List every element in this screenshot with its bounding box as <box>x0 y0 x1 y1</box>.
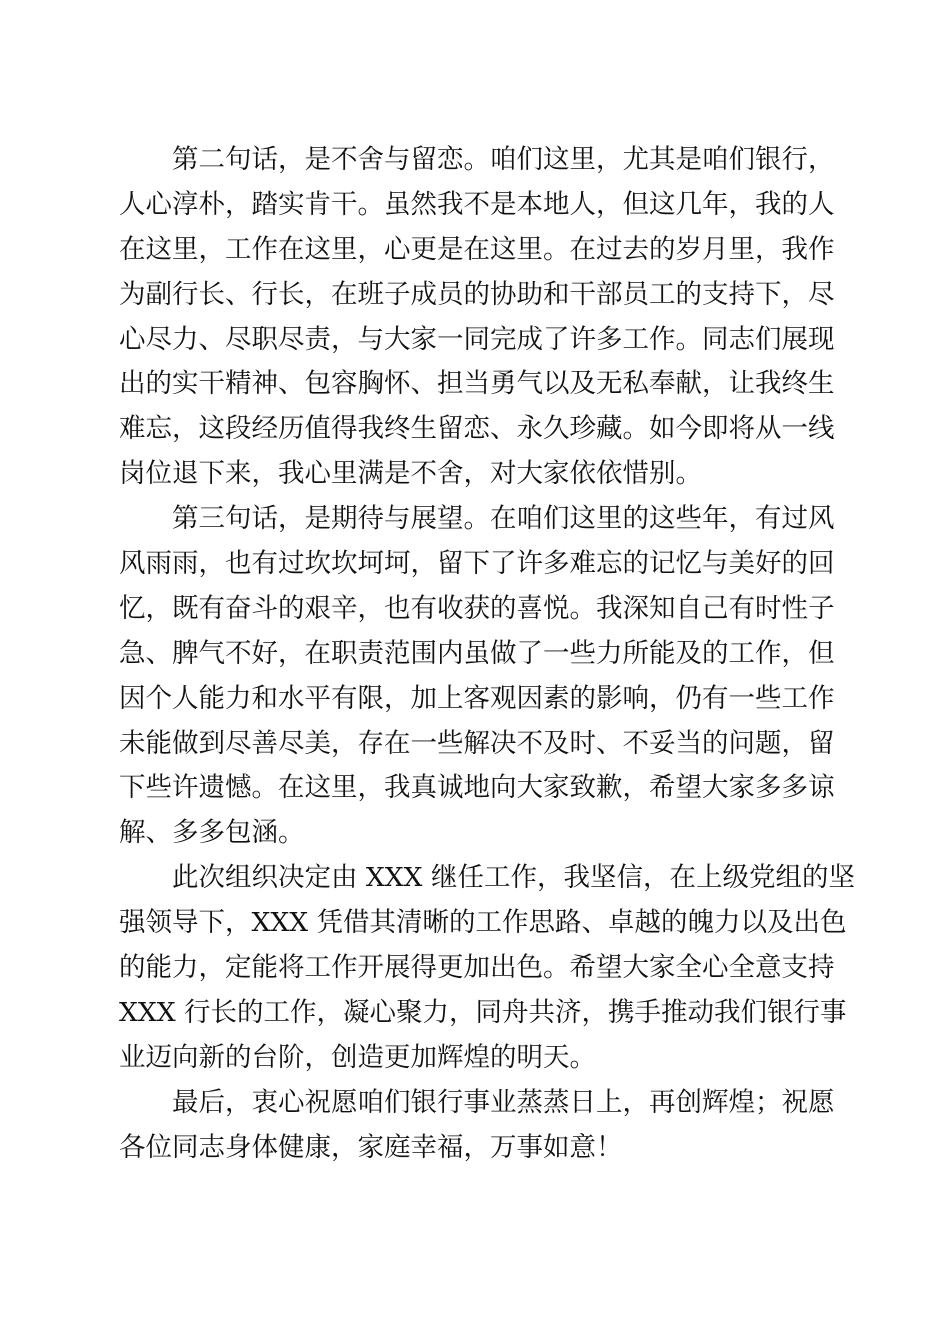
text-line: 忆，既有奋斗的艰辛，也有收获的喜悦。我深知自己有时性子 <box>119 592 835 624</box>
text-line: XXX 行长的工作，凝心聚力，同舟共济，携手推动我们银行事 <box>119 996 847 1028</box>
text-line: 下些许遗憾。在这里，我真诚地向大家致歉，希望大家多多谅 <box>119 772 835 804</box>
document-body <box>119 138 855 1170</box>
paragraph-successor <box>119 856 855 1080</box>
text-line: 解、多多包涵。 <box>119 817 305 849</box>
text-line: 未能做到尽善尽美，存在一些解决不及时、不妥当的问题，留 <box>119 727 835 759</box>
text-line: 因个人能力和水平有限，加上客观因素的影响，仍有一些工作 <box>119 682 835 714</box>
text-line: 最后，衷心祝愿咱们银行事业蒸蒸日上，再创辉煌；祝愿 <box>119 1086 835 1118</box>
text-line: 出的实干精神、包容胸怀、担当勇气以及无私奉献，让我终生 <box>119 368 835 400</box>
text-line: 在这里，工作在这里，心更是在这里。在过去的岁月里，我作 <box>119 233 835 265</box>
text-line: 的能力，定能将工作开展得更加出色。希望大家全心全意支持 <box>119 952 835 984</box>
paragraph-expectation-outlook <box>119 497 835 856</box>
text-line: 急、脾气不好，在职责范围内虽做了一些力所能及的工作，但 <box>119 637 835 669</box>
text-line: 各位同志身体健康，家庭幸福，万事如意！ <box>119 1131 623 1163</box>
text-line: 强领导下，XXX 凭借其清晰的工作思路、卓越的魄力以及出色 <box>119 907 847 939</box>
text-line: 业迈向新的台阶，创造更加辉煌的明天。 <box>119 1041 596 1073</box>
text-line: 人心淳朴，踏实肯干。虽然我不是本地人，但这几年，我的人 <box>119 188 835 220</box>
text-line: 风雨雨，也有过坎坎坷坷，留下了许多难忘的记忆与美好的回 <box>119 548 835 580</box>
paragraph-closing-wishes <box>119 1081 835 1171</box>
text-line: 为副行长、行长，在班子成员的协助和干部员工的支持下，尽 <box>119 278 835 310</box>
paragraph-farewell-reluctance <box>119 138 835 497</box>
text-line: 岗位退下来，我心里满是不舍，对大家依依惜别。 <box>119 458 702 490</box>
text-line: 难忘，这段经历值得我终生留恋、永久珍藏。如今即将从一线 <box>119 413 835 445</box>
text-line: 第二句话，是不舍与留恋。咱们这里，尤其是咱们银行， <box>119 144 835 175</box>
text-line: 此次组织决定由 XXX 继任工作，我坚信，在上级党组的坚 <box>119 862 855 894</box>
text-line: 心尽力、尽职尽责，与大家一同完成了许多工作。同志们展现 <box>119 323 835 355</box>
text-line: 第三句话，是期待与展望。在咱们这里的这些年，有过风 <box>119 503 835 535</box>
